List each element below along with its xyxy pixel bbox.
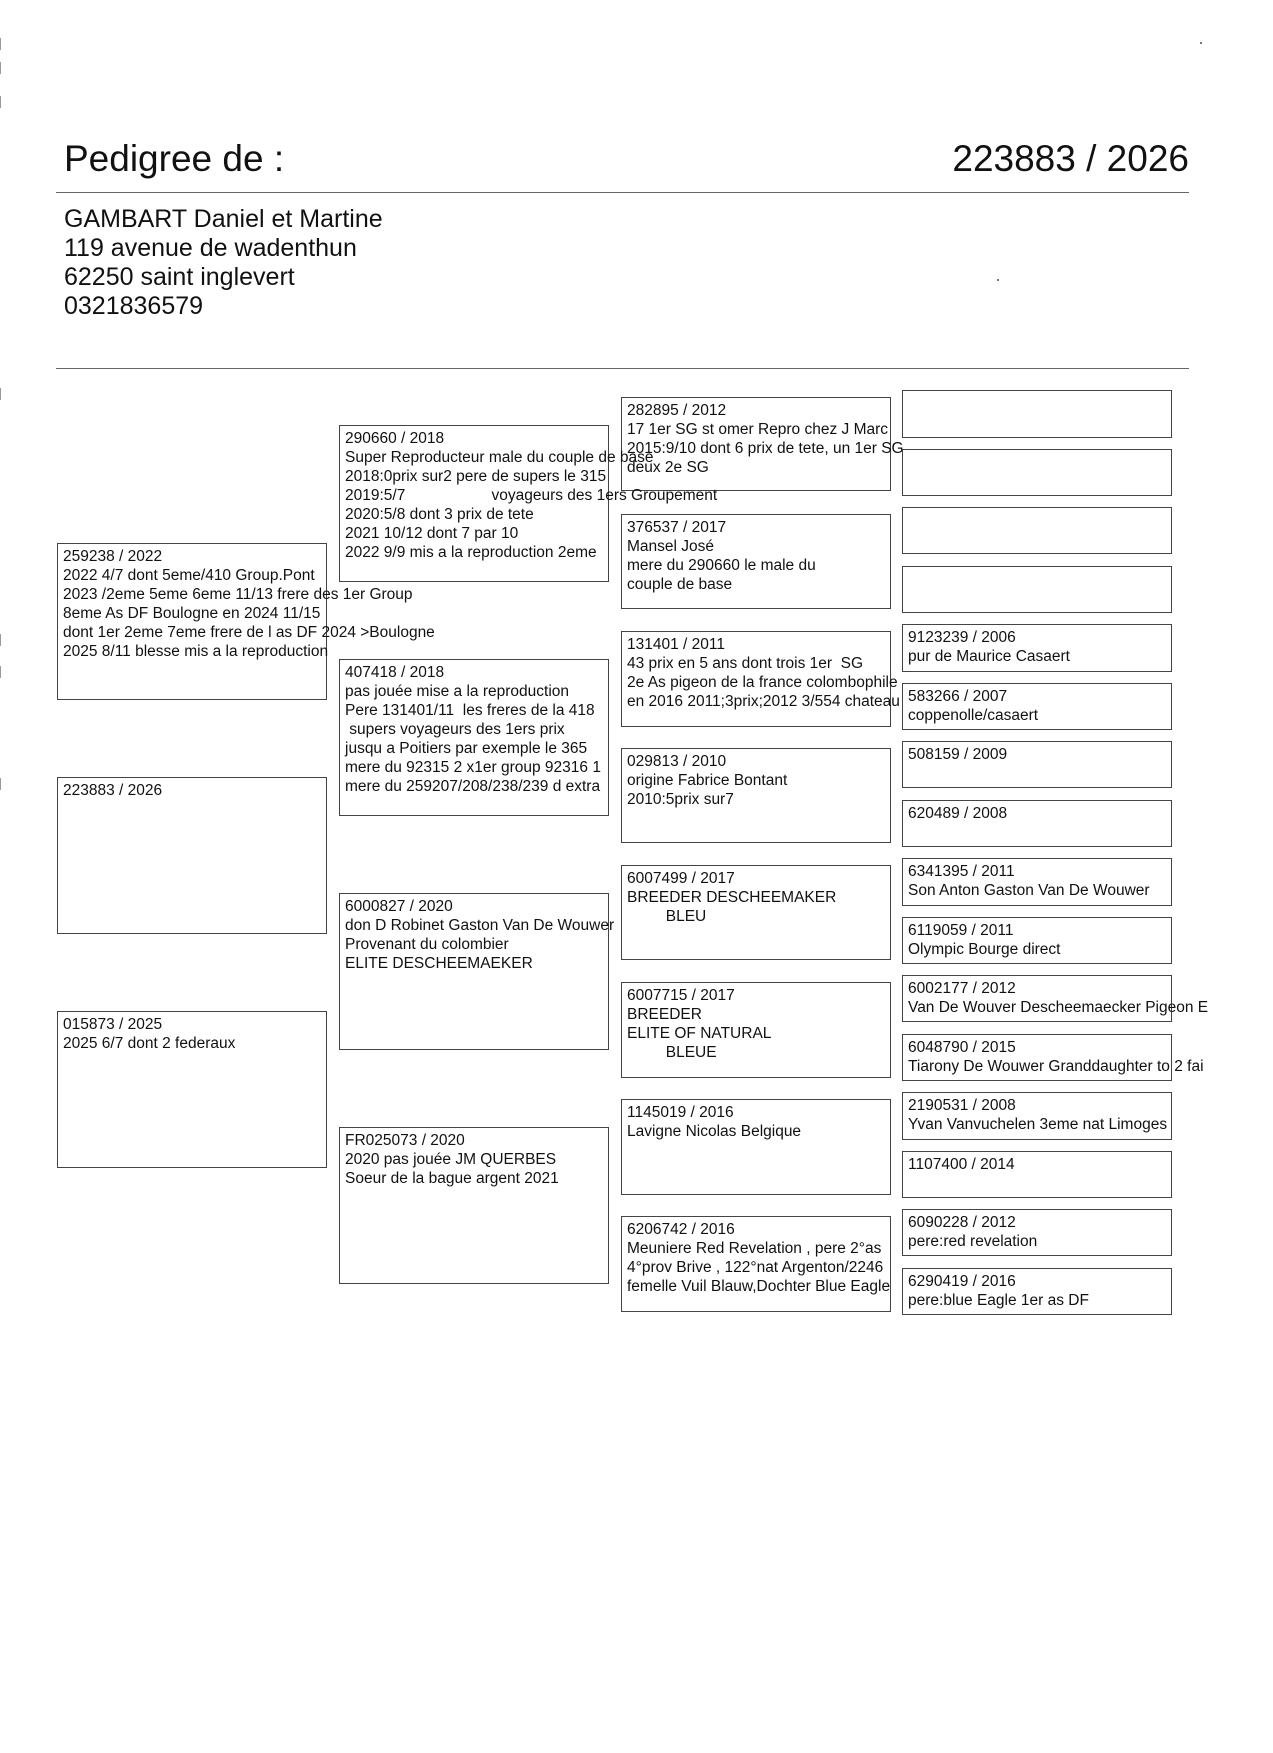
pedigree-box-subject [57, 777, 327, 934]
pedigree-box-gen3 [621, 982, 891, 1078]
pigeon-note: 2019:5/7 voyageurs des 1ers Groupement [345, 487, 718, 504]
pigeon-note: Van De Wouver Descheemaecker Pigeon E [908, 999, 1209, 1016]
pigeon-id: 508159 / 2009 [908, 746, 1008, 763]
owner-name: GAMBART Daniel et Martine [64, 205, 383, 233]
pedigree-box-sire-dam [339, 659, 609, 816]
pigeon-note: Meuniere Red Revelation , pere 2°as [627, 1240, 882, 1257]
pigeon-note: 2021 10/12 dont 7 par 10 [345, 525, 519, 542]
pigeon-id: 6206742 / 2016 [627, 1221, 735, 1238]
pigeon-note: jusqu a Poitiers par exemple le 365 [345, 740, 588, 757]
pigeon-note: pere:red revelation [908, 1233, 1038, 1250]
pigeon-note: ELITE OF NATURAL [627, 1025, 772, 1042]
pedigree-box-gen4-empty [902, 507, 1172, 554]
scan-speck [997, 279, 999, 281]
pigeon-note: mere du 92315 2 x1er group 92316 1 [345, 759, 601, 776]
pigeon-note: en 2016 2011;3prix;2012 3/554 chateau [627, 693, 900, 710]
pedigree-box-gen4 [902, 624, 1172, 672]
pigeon-note: BLEU [627, 908, 707, 925]
pigeon-id: 6002177 / 2012 [908, 980, 1016, 997]
pigeon-id: 259238 / 2022 [63, 548, 163, 565]
owner-city: 62250 saint inglevert [64, 263, 295, 291]
pigeon-note: BREEDER DESCHEEMAKER [627, 889, 837, 906]
pedigree-box-gen4 [902, 917, 1172, 964]
ring-number: 223883 / 2026 [952, 138, 1189, 179]
pedigree-box-gen3 [621, 865, 891, 960]
pigeon-id: FR025073 / 2020 [345, 1132, 465, 1149]
pedigree-box-gen4 [902, 1151, 1172, 1198]
pedigree-box-gen4 [902, 683, 1172, 730]
pigeon-note: couple de base [627, 576, 733, 593]
pigeon-note: don D Robinet Gaston Van De Wouwer [345, 917, 615, 934]
pigeon-note: 2025 8/11 blesse mis a la reproduction [63, 643, 329, 660]
pigeon-id: 6090228 / 2012 [908, 1214, 1016, 1231]
pigeon-id: 223883 / 2026 [63, 782, 163, 799]
pigeon-id: 290660 / 2018 [345, 430, 445, 447]
pedigree-box-gen4 [902, 1209, 1172, 1256]
pedigree-box-gen3 [621, 514, 891, 609]
pigeon-note: pere:blue Eagle 1er as DF [908, 1292, 1089, 1309]
pedigree-box-gen4 [902, 1034, 1204, 1081]
owner-address: 119 avenue de wadenthun [64, 234, 357, 262]
scan-mark [0, 666, 1, 678]
pigeon-note: 4°prov Brive , 122°nat Argenton/2246 [627, 1259, 884, 1276]
pedigree-box-dam-dam [339, 1127, 609, 1284]
pigeon-id: 583266 / 2007 [908, 688, 1008, 705]
pigeon-id: 6341395 / 2011 [908, 863, 1015, 880]
owner-divider [56, 368, 1189, 369]
pigeon-note: 2025 6/7 dont 2 federaux [63, 1035, 236, 1052]
pigeon-note: ELITE DESCHEEMAEKER [345, 955, 533, 972]
pigeon-note: supers voyageurs des 1ers prix [345, 721, 565, 738]
pedigree-box-gen3 [621, 397, 904, 491]
page-title: Pedigree de : [64, 138, 285, 179]
pigeon-note: 2022 4/7 dont 5eme/410 Group.Pont [63, 567, 315, 584]
pigeon-id: 6000827 / 2020 [345, 898, 453, 915]
pigeon-note: 17 1er SG st omer Repro chez J Marc [627, 421, 889, 438]
pigeon-note: femelle Vuil Blauw,Dochter Blue Eagle [627, 1278, 891, 1295]
pigeon-id: 620489 / 2008 [908, 805, 1008, 822]
pigeon-note: 2020 pas jouée JM QUERBES [345, 1151, 557, 1168]
pigeon-note: BREEDER [627, 1006, 702, 1023]
pigeon-note: 2022 9/9 mis a la reproduction 2eme [345, 544, 597, 561]
pigeon-id: 131401 / 2011 [627, 636, 725, 653]
scan-speck [1200, 42, 1202, 44]
pigeon-note: 2020:5/8 dont 3 prix de tete [345, 506, 534, 523]
pedigree-box-gen4 [902, 1092, 1172, 1140]
pedigree-box-gen3 [621, 1099, 891, 1195]
pigeon-id: 6007715 / 2017 [627, 987, 735, 1004]
pigeon-note: Mansel José [627, 538, 715, 555]
pigeon-id: 029813 / 2010 [627, 753, 727, 770]
pigeon-note: Olympic Bourge direct [908, 941, 1061, 958]
pigeon-id: 376537 / 2017 [627, 519, 727, 536]
pedigree-box-gen4-empty [902, 449, 1172, 496]
owner-phone: 0321836579 [64, 292, 204, 320]
pigeon-id: 1145019 / 2016 [627, 1104, 734, 1121]
pigeon-id: 1107400 / 2014 [908, 1156, 1015, 1173]
pedigree-box-dam-sire [339, 893, 615, 1050]
pigeon-id: 2190531 / 2008 [908, 1097, 1016, 1114]
pigeon-note: pas jouée mise a la reproduction [345, 683, 570, 700]
scan-mark [0, 38, 1, 50]
pigeon-note: deux 2e SG [627, 459, 709, 476]
pigeon-note: Tiarony De Wouwer Granddaughter to 2 fai [908, 1058, 1204, 1075]
pigeon-id: 6290419 / 2016 [908, 1273, 1016, 1290]
pigeon-note: BLEUE [627, 1044, 717, 1061]
pigeon-note: 2023 /2eme 5eme 6eme 11/13 frere des 1er Group [63, 586, 413, 603]
pedigree-box-gen4-empty [902, 390, 1172, 438]
pedigree-box-gen4-empty [902, 566, 1172, 613]
pigeon-note: Pere 131401/11 les freres de la 418 [345, 702, 595, 719]
pigeon-note: dont 1er 2eme 7eme frere de l as DF 2024 >Boulogne [63, 624, 435, 641]
pigeon-note: Provenant du colombier [345, 936, 509, 953]
pedigree-box-gen3 [621, 1216, 891, 1312]
pigeon-note: 2010:5prix sur7 [627, 791, 734, 808]
pigeon-note: 2015:9/10 dont 6 prix de tete, un 1er SG [627, 440, 904, 457]
pigeon-id: 407418 / 2018 [345, 664, 445, 681]
pigeon-id: 6048790 / 2015 [908, 1039, 1016, 1056]
pedigree-box-gen3 [621, 631, 900, 727]
pigeon-note: Super Reproducteur male du couple de base [345, 449, 654, 466]
pedigree-box-gen4 [902, 975, 1209, 1022]
pigeon-note: coppenolle/casaert [908, 707, 1039, 724]
pigeon-id: 6119059 / 2011 [908, 922, 1014, 939]
pigeon-note: pur de Maurice Casaert [908, 648, 1070, 665]
pigeon-note: 8eme As DF Boulogne en 2024 11/15 [63, 605, 321, 622]
pedigree-box-gen4 [902, 858, 1172, 906]
pigeon-note: origine Fabrice Bontant [627, 772, 788, 789]
pigeon-id: 282895 / 2012 [627, 402, 727, 419]
pedigree-box-gen4 [902, 1268, 1172, 1315]
pigeon-note: 2e As pigeon de la france colombophile [627, 674, 898, 691]
pedigree-box-gen4 [902, 800, 1172, 847]
pedigree-box-dam [57, 1011, 327, 1168]
scan-mark [0, 778, 1, 790]
pigeon-note: Yvan Vanvuchelen 3eme nat Limoges [908, 1116, 1168, 1133]
pigeon-note: Lavigne Nicolas Belgique [627, 1123, 802, 1140]
pedigree-box-gen3 [621, 748, 891, 843]
scan-mark [0, 96, 1, 108]
pigeon-note: 43 prix en 5 ans dont trois 1er SG [627, 655, 864, 672]
pigeon-id: 6007499 / 2017 [627, 870, 735, 887]
pigeon-id: 9123239 / 2006 [908, 629, 1016, 646]
pigeon-note: mere du 290660 le male du [627, 557, 816, 574]
pigeon-id: 015873 / 2025 [63, 1016, 163, 1033]
pedigree-box-gen4 [902, 741, 1172, 788]
pigeon-note: mere du 259207/208/238/239 d extra [345, 778, 601, 795]
scan-mark [0, 388, 1, 400]
owner-block [64, 205, 383, 321]
scan-mark [0, 634, 1, 646]
pigeon-note: Soeur de la bague argent 2021 [345, 1170, 559, 1187]
pigeon-note: 2018:0prix sur2 pere de supers le 315 [345, 468, 607, 485]
scan-mark [0, 62, 1, 74]
pigeon-note: Son Anton Gaston Van De Wouwer [908, 882, 1150, 899]
header-divider [56, 192, 1189, 193]
